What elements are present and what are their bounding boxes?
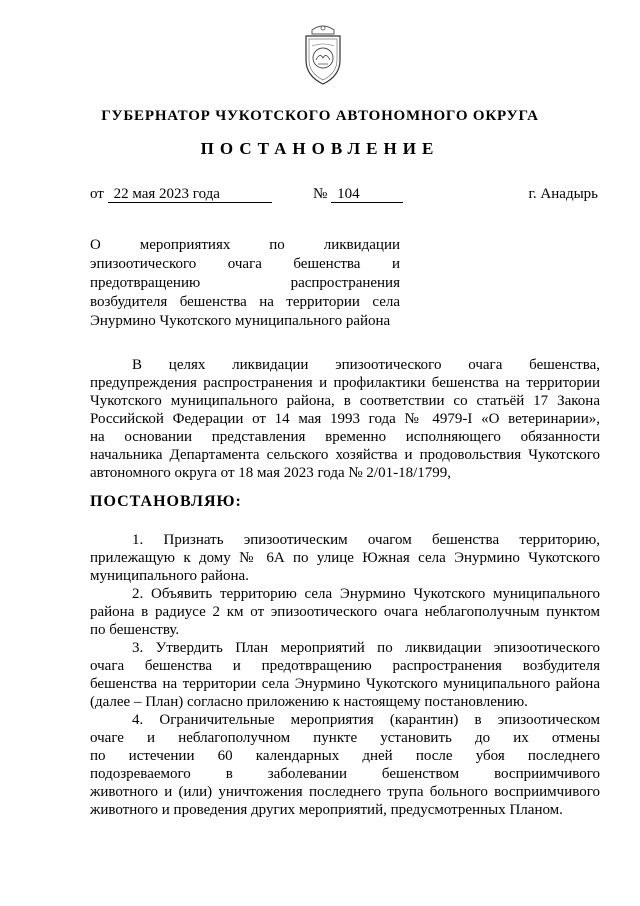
item-line: животного и проведения других мероприятий, предусмотренных Планом. (90, 802, 563, 818)
item-line: подозреваемого в заболевании бешенством восприимчивого (90, 766, 600, 782)
subject-line: предотвращению распространения (90, 275, 400, 291)
preamble-line: на основании представления временно исполняющего обязанности (90, 429, 600, 445)
number-block (313, 186, 403, 203)
item-line: (далее – План) согласно приложению к настоящему постановлению. (90, 694, 528, 710)
document-city: г. Анадырь (528, 186, 598, 202)
preamble-line: В целях ликвидации эпизоотического очага бешенства, (132, 357, 600, 373)
preamble-paragraph (90, 356, 600, 482)
document-subject (90, 236, 400, 331)
subject-line: эпизоотического очага бешенства и (90, 256, 400, 272)
subject-line: О мероприятиях по ликвидации (90, 237, 400, 253)
coat-of-arms-icon (300, 22, 346, 86)
decree-item-3 (90, 639, 600, 711)
subject-line: возбудителя бешенства на территории села (90, 294, 400, 310)
decree-item-1 (90, 531, 600, 585)
item-line: 3. Утвердить План мероприятий по ликвидации эпизоотического (132, 640, 600, 656)
preamble-line: предупреждения распространения и профилактики бешенства на территории (90, 375, 600, 391)
item-line: очага бешенства и предотвращению распространения возбудителя (90, 658, 600, 674)
date-label: от (90, 186, 104, 202)
preamble-line: Российской Федерации от 14 мая 1993 года № 4979-I «О ветеринарии», (90, 411, 600, 427)
issuer-title: ГУБЕРНАТОР ЧУКОТСКОГО АВТОНОМНОГО ОКРУГА (101, 108, 539, 124)
item-line: муниципального района. (90, 568, 249, 584)
decree-item-4 (90, 711, 600, 819)
item-line: 4. Ограничительные мероприятия (карантин) в эпизоотическом (132, 712, 600, 728)
item-line: по бешенству. (90, 622, 180, 638)
decree-items (90, 531, 600, 819)
item-line: района в радиусе 2 км от эпизоотического очага неблагополучным пунктом (90, 604, 600, 620)
preamble-line: начальника Департамента сельского хозяйства и продовольствия Чукотского (90, 447, 600, 463)
preamble-line: автономного округа от 18 мая 2023 года № 2/01-18/1799, (90, 465, 451, 481)
decree-heading: ПОСТАНОВЛЯЮ: (90, 493, 242, 510)
item-line: 1. Признать эпизоотическим очагом бешенства территорию, (132, 532, 600, 548)
item-line: животного и (или) уничтожения последнего трупа больного восприимчивого (90, 784, 600, 800)
item-line: прилежащую к дому № 6А по улице Южная села Энурмино Чукотского (90, 550, 600, 566)
decree-item-2 (90, 585, 600, 639)
document-number: 104 (331, 186, 403, 203)
preamble-line: Чукотского муниципального района, в соответствии со статьёй 17 Закона (90, 393, 600, 409)
date-block (90, 186, 272, 203)
item-line: 2. Объявить территорию села Энурмино Чукотского муниципального (132, 586, 600, 602)
number-label: № (313, 186, 328, 202)
item-line: бешенства на территории села Энурмино Чукотского муниципального района (90, 676, 600, 692)
item-line: очаге и неблагополучном пункте установить до их отмены (90, 730, 600, 746)
document-type-title: ПОСТАНОВЛЕНИЕ (200, 139, 440, 158)
item-line: по истечении 60 календарных дней после убоя последнего (90, 748, 600, 764)
document-date: 22 мая 2023 года (108, 186, 272, 203)
subject-line: Энурмино Чукотского муниципального района (90, 313, 391, 329)
